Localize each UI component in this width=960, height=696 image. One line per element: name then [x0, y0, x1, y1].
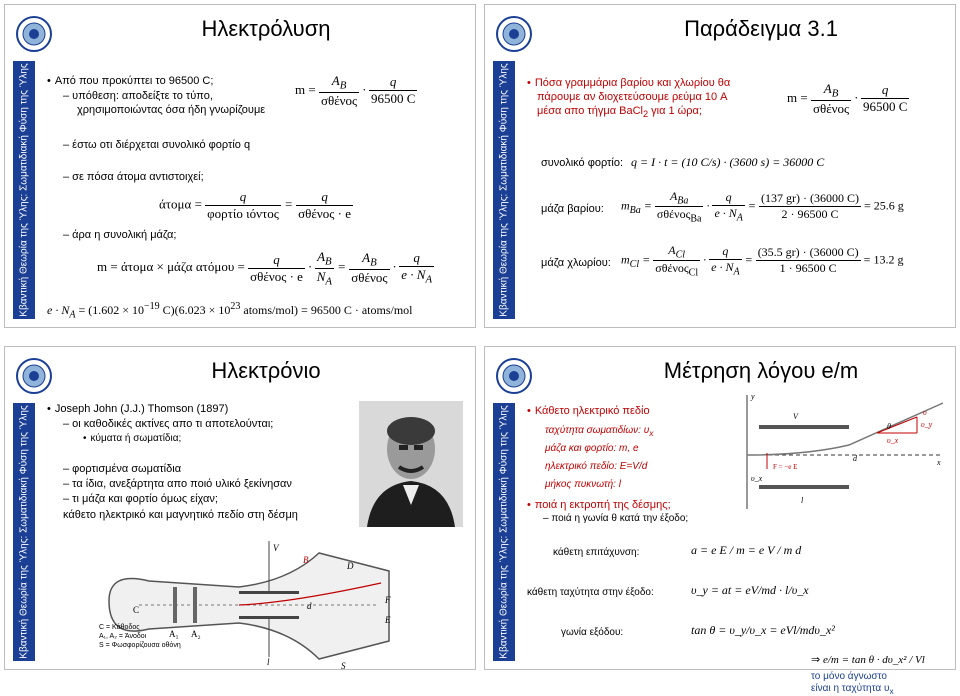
university-seal-icon [13, 357, 55, 395]
field-heading: • Κάθετο ηλεκτρικό πεδίο [527, 405, 650, 417]
formula-acceleration: a = e E / m = e V / m d [691, 543, 802, 557]
slide-content [41, 61, 469, 319]
slide-content [521, 392, 949, 696]
hint-line-1: – υπόθεση: αποδείξτε το τύπο, [63, 90, 213, 102]
sidebar-course: Κβαντική Θεωρία της Ύλης: Σωματιδιακή Φύση της Ύλης [13, 403, 35, 661]
svg-text:V: V [273, 543, 279, 553]
formula-vy: υ_y = at = eV/md · l/υ_x [691, 583, 809, 597]
sidebar-course: Κβαντική Θεωρία της Ύλης: Σωματιδιακή Φύση της Ύλης [13, 61, 35, 319]
question-line-1: • Πόσα γραμμάρια βαρίου και χλωρίου θα [527, 77, 730, 89]
svg-text:υ: υ [923, 408, 927, 417]
sidebar-course: Κβαντική Θεωρία της Ύλης: Σωματιδιακή Φύση της Ύλης [493, 61, 515, 319]
label-barium-mass: μάζα βαρίου: [541, 203, 604, 215]
question-line-2: πάρουμε αν διοχετεύσουμε ρεύμα 10 A [537, 91, 728, 103]
velocity-line: ταχύτητα σωματιδίων: $\upsilon_x$ [545, 425, 654, 438]
formula-atoms: άτομα = $\frac{q}{\text{φορτίο ιόντος}}$ = $\frac{q}{\text{σθένος · e}}$ [159, 189, 351, 221]
university-seal-icon [493, 15, 535, 53]
slide-example [484, 4, 956, 328]
svg-text:d: d [853, 454, 857, 463]
length-line: μήκος πυκνωτή: l [545, 479, 621, 490]
sidebar-course: Κβαντική Θεωρία της Ύλης: Σωματιδιακή Φύση της Ύλης [493, 403, 515, 661]
slide-title: Ηλεκτρόνιο [211, 358, 321, 383]
svg-text:F = −e E: F = −e E [773, 463, 798, 471]
formula-barium: $m_{Ba}$ = $\frac{A_{Ba}}{\sigma\theta έ\nu o\varsigma_{Ba}}$ · $\frac{q}{e \cdot N_A}$ = $\frac{(137 gr) \cdot (36000 C)}{2 \cdot 96500 C}$ = 25.6 g [621, 189, 904, 225]
formula-chlorine: $m_{Cl}$ = $\frac{A_{Cl}}{\sigma\theta έ\nu o\varsigma_{Cl}}$ · $\frac{q}{e \cdot N_A}$ = $\frac{(35.5 gr) \cdot (36000 C)}{1 \cdot 96500 C}$ = 13.2 g [621, 243, 904, 279]
slide-title: Μέτρηση λόγου e/m [663, 358, 859, 383]
cathode-ray-tube-diagram [89, 541, 409, 671]
svg-text:υ_x: υ_x [887, 436, 899, 445]
note-unknown-2: είναι η ταχύτητα $\upsilon_x$ [811, 683, 894, 696]
svg-text:A₁: A₁ [169, 629, 179, 639]
svg-text:A₂: A₂ [191, 629, 201, 639]
same-particles: – τα ίδια, ανεξάρτητα απο ποιό υλικό ξεκίνησαν [63, 478, 292, 490]
thomson-portrait-image [359, 401, 463, 527]
cathode-question: – οι καθοδικές ακτίνες απο τι αποτελούνται; [63, 418, 274, 430]
formula-e-over-m: ⇒ e/m = tan θ · dυ_x² / Vl [811, 654, 925, 666]
svg-text:l: l [267, 657, 270, 667]
svg-text:υ_x: υ_x [751, 474, 763, 483]
label-total-charge: συνολικό φορτίο: [541, 157, 624, 169]
mass-charge-line: μάζα και φορτίο: m, e [545, 443, 639, 454]
thomson-heading: • Joseph John (J.J.) Thomson (1897) [47, 403, 228, 415]
svg-text:υ_y: υ_y [921, 420, 933, 429]
note-unknown-1: το μόνο άγνωστο [811, 671, 887, 682]
svg-text:x: x [937, 458, 941, 467]
perpendicular-fields: κάθετο ηλεκτρικό και μαγνητικό πεδίο στη δέσμη [63, 509, 298, 521]
slide-title: Ηλεκτρόλυση [201, 16, 331, 41]
formula-mass: m = $\frac{A_B}{\text{σθένος}}$ · $\frac{q}{96500 C}$ [787, 81, 908, 116]
formula-total-charge: q = I · t = (10 C/s) · (3600 s) = 36000 C [631, 155, 825, 169]
question-line-3: μέσα απο τήγμα BaCl$_2$ για 1 ώρα; [537, 105, 702, 120]
slide-em-measurement [484, 346, 956, 696]
formula-faraday: $e \cdot N_A = (1.602 \times 10^{-19}$ $C)(6.023 \times 10^{23}$ atoms/mol) = 96500 C · atoms/mol [47, 301, 413, 321]
svg-text:C: C [133, 605, 140, 615]
slide-content [521, 61, 949, 319]
label-perp-velocity: κάθετη ταχύτητα στην έξοδο: [527, 587, 654, 598]
slide-electron [4, 346, 476, 670]
question-text: • Από που προκύπτει το 96500 C; [47, 75, 213, 87]
charged-particles: – φορτισμένα σωματίδια [63, 463, 182, 475]
tube-legend: C = Κάθοδος A₁, A₂ = Άνοδοι S = Φωσφορίζουσα οθόνη [99, 624, 181, 649]
svg-text:S: S [341, 661, 346, 671]
deflection-question: • ποιά η εκτροπή της δέσμης; [527, 499, 671, 511]
svg-text:l: l [801, 496, 804, 505]
university-seal-icon [13, 15, 55, 53]
slide-electrolysis [4, 4, 476, 328]
label-chlorine-mass: μάζα χλωρίου: [541, 257, 611, 269]
svg-text:E: E [385, 615, 391, 625]
slide-title: Παράδειγμα 3.1 [684, 16, 838, 41]
svg-text:y: y [751, 392, 755, 401]
formula-mass: m = $\frac{A_B}{\text{σθένος}}$ · $\frac{q}{96500 C}$ [295, 73, 416, 108]
slide-content [41, 403, 469, 671]
formula-tan-theta: tan θ = υ_y/υ_x = eVl/mdυ_x² [691, 623, 835, 637]
field-line: ηλεκτρικό πεδίο: E=V/d [545, 461, 648, 472]
svg-text:V: V [793, 412, 798, 421]
label-exit-angle: γωνία εξόδου: [561, 627, 624, 638]
svg-text:θ: θ [887, 422, 891, 431]
charge-line: – έστω οτι διέρχεται συνολικό φορτίο q [63, 139, 251, 151]
mass-question: – άρα η συνολική μάζα; [63, 229, 177, 241]
angle-question: – ποιά η γωνία θ κατά την έξοδο; [543, 513, 689, 524]
university-seal-icon [493, 357, 535, 395]
hint-line-2: χρησιμοποιώντας όσα ήδη γνωρίζουμε [77, 104, 266, 116]
mass-charge-question: – τι μάζα και φορτίο όμως είχαν; [63, 493, 218, 505]
formula-total-mass: m = άτομα × μάζα ατόμου = $\frac{q}{\text{σθένος · e}}$ · $\frac{A_B}{N_A}$ = $\frac{A_B}{\text{σθένος}}$ · $\frac{q}{e \cdot N_A}$ [97, 249, 433, 288]
svg-text:d: d [307, 601, 312, 611]
waves-or-particles: • κύματα ή σωματίδια; [83, 433, 181, 444]
deflection-diagram [737, 389, 951, 519]
svg-text:D: D [347, 561, 354, 571]
svg-text:F: F [385, 595, 391, 605]
svg-text:B: B [303, 555, 309, 565]
atoms-question: – σε πόσα άτομα αντιστοιχεί; [63, 171, 204, 183]
label-perp-acceleration: κάθετη επιτάχυνση: [553, 547, 640, 558]
